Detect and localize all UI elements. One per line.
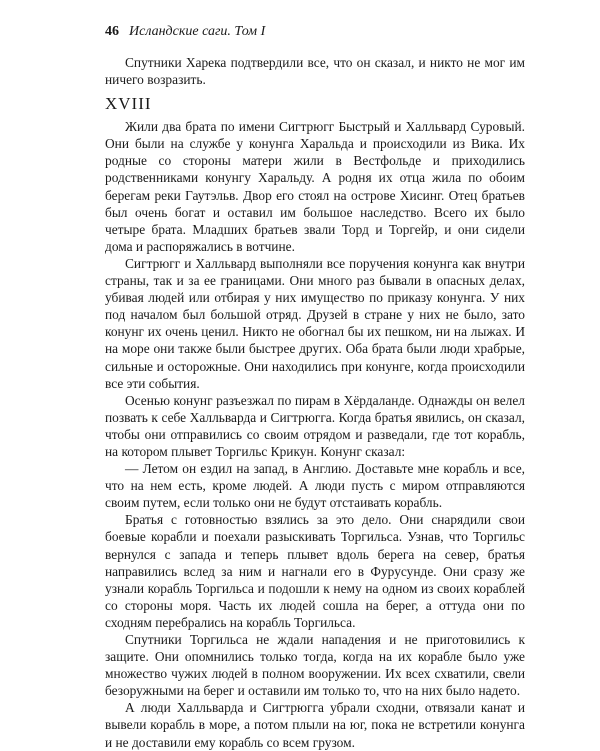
paragraph: Жили два брата по имени Сигтрюгг Быстрый и Халльвард Суровый. Они были на службе у конунга Харальда и происходили из Вика. Их родные со стороны матери жили в Вестфольде и приходились родственниками конунгу Харальду. А родня их отца жила по обоим берегам реки Гаутэльв. Двор его стоял на острове Хисинг. Отец братьев был очень богат и оставил им большое наследство. Всего их было четыре брата. Младших братьев звали Торд и Торгейр, и они сидели дома и распоряжались в вотчине. <box>105 119 525 254</box>
paragraph: Осенью конунг разъезжал по пирам в Хёрдаланде. Однажды он велел позвать к себе Халльварда и Сигтрюгга. Когда братья явились, он сказал, чтобы они отправились со своим отрядом и разведали, где тот корабль, на котором плывет Торгильс Крикун. Конунг сказал: <box>105 392 525 459</box>
paragraph: А люди Халльварда и Сигтрюгга убрали сходни, отвязали канат и вывели корабль в море, а потом плыли на юг, пока не встретили конунга и не доставили ему корабль со всем грузом. <box>105 700 525 750</box>
chapter-heading: XVIII <box>105 94 152 114</box>
page-body <box>105 54 525 751</box>
paragraph: — Летом он ездил на запад, в Англию. Доставьте мне корабль и все, что на нем есть, кроме людей. А люди пусть с миром отправляются своим путем, если только они не будут отстаивать корабль. <box>105 461 525 511</box>
paragraph: Братья с готовностью взялись за это дело. Они снарядили свои боевые корабли и поехали разыскивать Торгильса. Узнав, что Торгильс вернулся с запада и теперь плывет вдоль берега на север, братья направились вслед за ним и нагнали его в Фурусунде. Они сразу же узнали корабль Торгильса и подошли к нему на одном из своих кораблей со стороны моря. Часть их людей сошла на берег, а оттуда они по сходням перебрались на корабль Торгильса. <box>105 512 525 630</box>
page-number: 46 <box>105 24 119 39</box>
running-head <box>105 22 525 42</box>
book-page <box>105 22 525 751</box>
paragraph: Сигтрюгг и Халльвард выполняли все поручения конунга как внутри страны, так и за ее границами. Они много раз бывали в опасных делах, убивая людей или отбирая у них имущество по приказу конунга. У них под началом был большой отряд. Друзей в стране у них не было, зато конунг их очень ценил. Никто не обогнал бы их пешком, ни на лыжах. И на море они также были быстрее других. Оба брата были люди храбрые, сильные и осторожные. Они находились при конунге, когда происходили все эти события. <box>105 255 525 391</box>
paragraph: Спутники Харека подтвердили все, что он сказал, и никто не мог им ничего возразить. <box>105 55 525 88</box>
paragraph: Спутники Торгильса не ждали нападения и не приготовились к защите. Они опомнились только тогда, когда на их корабле было уже множество чужих людей в полном вооружении. Их всех схватили, свели безоружными на берег и оставили им только то, что на них было надето. <box>105 632 525 699</box>
book-title: Исландские саги. Том I <box>129 24 266 39</box>
